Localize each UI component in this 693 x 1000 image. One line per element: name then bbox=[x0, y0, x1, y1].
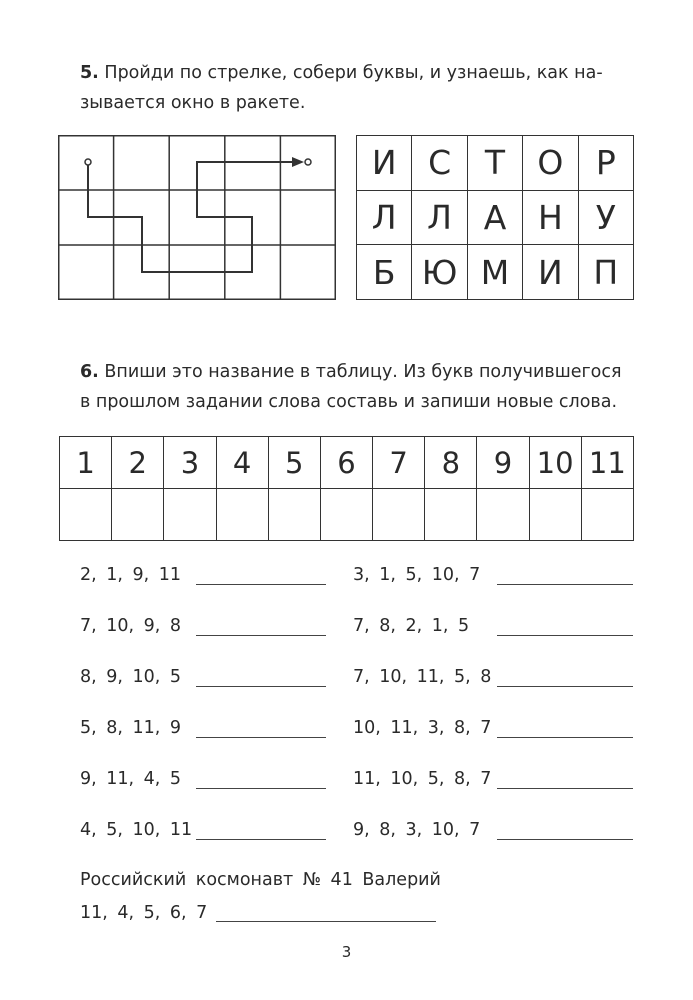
header-cell: 3 bbox=[164, 437, 216, 489]
exercise-sequence: 4, 5, 10, 11 bbox=[80, 820, 193, 840]
letter-cell: С bbox=[412, 136, 467, 191]
task-6-line-2: в прошлом задании слова составь и запиши новые слова. bbox=[80, 392, 618, 412]
header-cell: 7 bbox=[373, 437, 425, 489]
exercise-row bbox=[80, 616, 640, 667]
answer-line[interactable] bbox=[196, 788, 326, 789]
task-6-number: 6. bbox=[80, 362, 99, 382]
answer-line[interactable] bbox=[497, 635, 633, 636]
letter-cell: Т bbox=[467, 136, 522, 191]
page-number: 3 bbox=[341, 943, 352, 961]
header-cell: 11 bbox=[581, 437, 633, 489]
maze-end-point bbox=[305, 159, 311, 165]
task-6-line-1: Впиши это название в таблицу. Из букв получившегося bbox=[104, 362, 622, 382]
task-5-line-1: Пройди по стрелке, собери буквы, и узнаешь, как на- bbox=[104, 63, 603, 83]
answer-cell[interactable] bbox=[373, 489, 425, 541]
maze-arrow-head bbox=[292, 157, 304, 167]
letter-cell: П bbox=[578, 245, 633, 300]
letter-cell: И bbox=[523, 245, 578, 300]
answer-line[interactable] bbox=[196, 635, 326, 636]
letter-cell: Н bbox=[523, 190, 578, 245]
answer-line[interactable] bbox=[196, 839, 326, 840]
answer-cell[interactable] bbox=[268, 489, 320, 541]
answer-line[interactable] bbox=[196, 584, 326, 585]
answer-line[interactable] bbox=[497, 686, 633, 687]
answer-table-blank-row bbox=[60, 489, 634, 541]
header-cell: 1 bbox=[60, 437, 112, 489]
answer-cell[interactable] bbox=[425, 489, 477, 541]
header-cell: 9 bbox=[477, 437, 529, 489]
exercise-row bbox=[80, 820, 640, 871]
answer-cell[interactable] bbox=[60, 489, 112, 541]
answer-line[interactable] bbox=[196, 686, 326, 687]
task-5-line-2: зывается окно в ракете. bbox=[80, 93, 306, 113]
letter-cell: У bbox=[578, 190, 633, 245]
maze-grid bbox=[58, 135, 336, 300]
letter-cell: О bbox=[523, 136, 578, 191]
exercise-row bbox=[80, 565, 640, 616]
header-cell: 2 bbox=[112, 437, 164, 489]
exercise-row bbox=[80, 667, 640, 718]
exercise-sequence: 3, 1, 5, 10, 7 bbox=[353, 565, 481, 585]
answer-line[interactable] bbox=[497, 839, 633, 840]
letter-cell: М bbox=[467, 245, 522, 300]
answer-cell[interactable] bbox=[581, 489, 633, 541]
header-cell: 8 bbox=[425, 437, 477, 489]
exercise-sequence: 7, 10, 11, 5, 8 bbox=[353, 667, 492, 687]
answer-line[interactable] bbox=[497, 737, 633, 738]
header-cell: 4 bbox=[216, 437, 268, 489]
answer-cell[interactable] bbox=[320, 489, 372, 541]
task-6-text bbox=[80, 357, 632, 417]
header-cell: 5 bbox=[268, 437, 320, 489]
letter-cell: Р bbox=[578, 136, 633, 191]
cosmonaut-answer-line[interactable] bbox=[216, 921, 436, 922]
letter-cell: Б bbox=[357, 245, 412, 300]
letter-cell: И bbox=[357, 136, 412, 191]
exercise-sequence: 7, 8, 2, 1, 5 bbox=[353, 616, 470, 636]
maze-start-point bbox=[85, 159, 91, 165]
exercise-sequence: 8, 9, 10, 5 bbox=[80, 667, 182, 687]
exercise-sequence: 11, 10, 5, 8, 7 bbox=[353, 769, 492, 789]
exercise-row bbox=[80, 769, 640, 820]
answer-line[interactable] bbox=[196, 737, 326, 738]
answer-line[interactable] bbox=[497, 584, 633, 585]
letter-grid bbox=[356, 135, 634, 300]
exercise-list bbox=[80, 565, 640, 871]
task-5-text bbox=[80, 58, 632, 118]
cosmonaut-sequence: 11, 4, 5, 6, 7 bbox=[80, 903, 208, 923]
answer-cell[interactable] bbox=[164, 489, 216, 541]
exercise-sequence: 2, 1, 9, 11 bbox=[80, 565, 182, 585]
letter-cell: А bbox=[467, 190, 522, 245]
exercise-sequence: 9, 11, 4, 5 bbox=[80, 769, 182, 789]
answer-line[interactable] bbox=[497, 788, 633, 789]
exercise-sequence: 5, 8, 11, 9 bbox=[80, 718, 182, 738]
answer-table bbox=[59, 436, 634, 539]
letter-cell: Ю bbox=[412, 245, 467, 300]
exercise-row bbox=[80, 718, 640, 769]
cosmonaut-prompt: Российский космонавт № 41 Валерий bbox=[80, 870, 441, 890]
letter-cell: Л bbox=[357, 190, 412, 245]
answer-cell[interactable] bbox=[477, 489, 529, 541]
answer-cell[interactable] bbox=[216, 489, 268, 541]
header-cell: 10 bbox=[529, 437, 581, 489]
answer-cell[interactable] bbox=[112, 489, 164, 541]
letter-cell: Л bbox=[412, 190, 467, 245]
header-cell: 6 bbox=[320, 437, 372, 489]
letter-row bbox=[357, 245, 634, 300]
task-5-number: 5. bbox=[80, 63, 99, 83]
answer-cell[interactable] bbox=[529, 489, 581, 541]
exercise-sequence: 7, 10, 9, 8 bbox=[80, 616, 182, 636]
exercise-sequence: 10, 11, 3, 8, 7 bbox=[353, 718, 492, 738]
answer-table-header-row bbox=[60, 437, 634, 489]
exercise-sequence: 9, 8, 3, 10, 7 bbox=[353, 820, 481, 840]
letter-row bbox=[357, 190, 634, 245]
letter-row bbox=[357, 136, 634, 191]
maze-path bbox=[88, 162, 298, 272]
